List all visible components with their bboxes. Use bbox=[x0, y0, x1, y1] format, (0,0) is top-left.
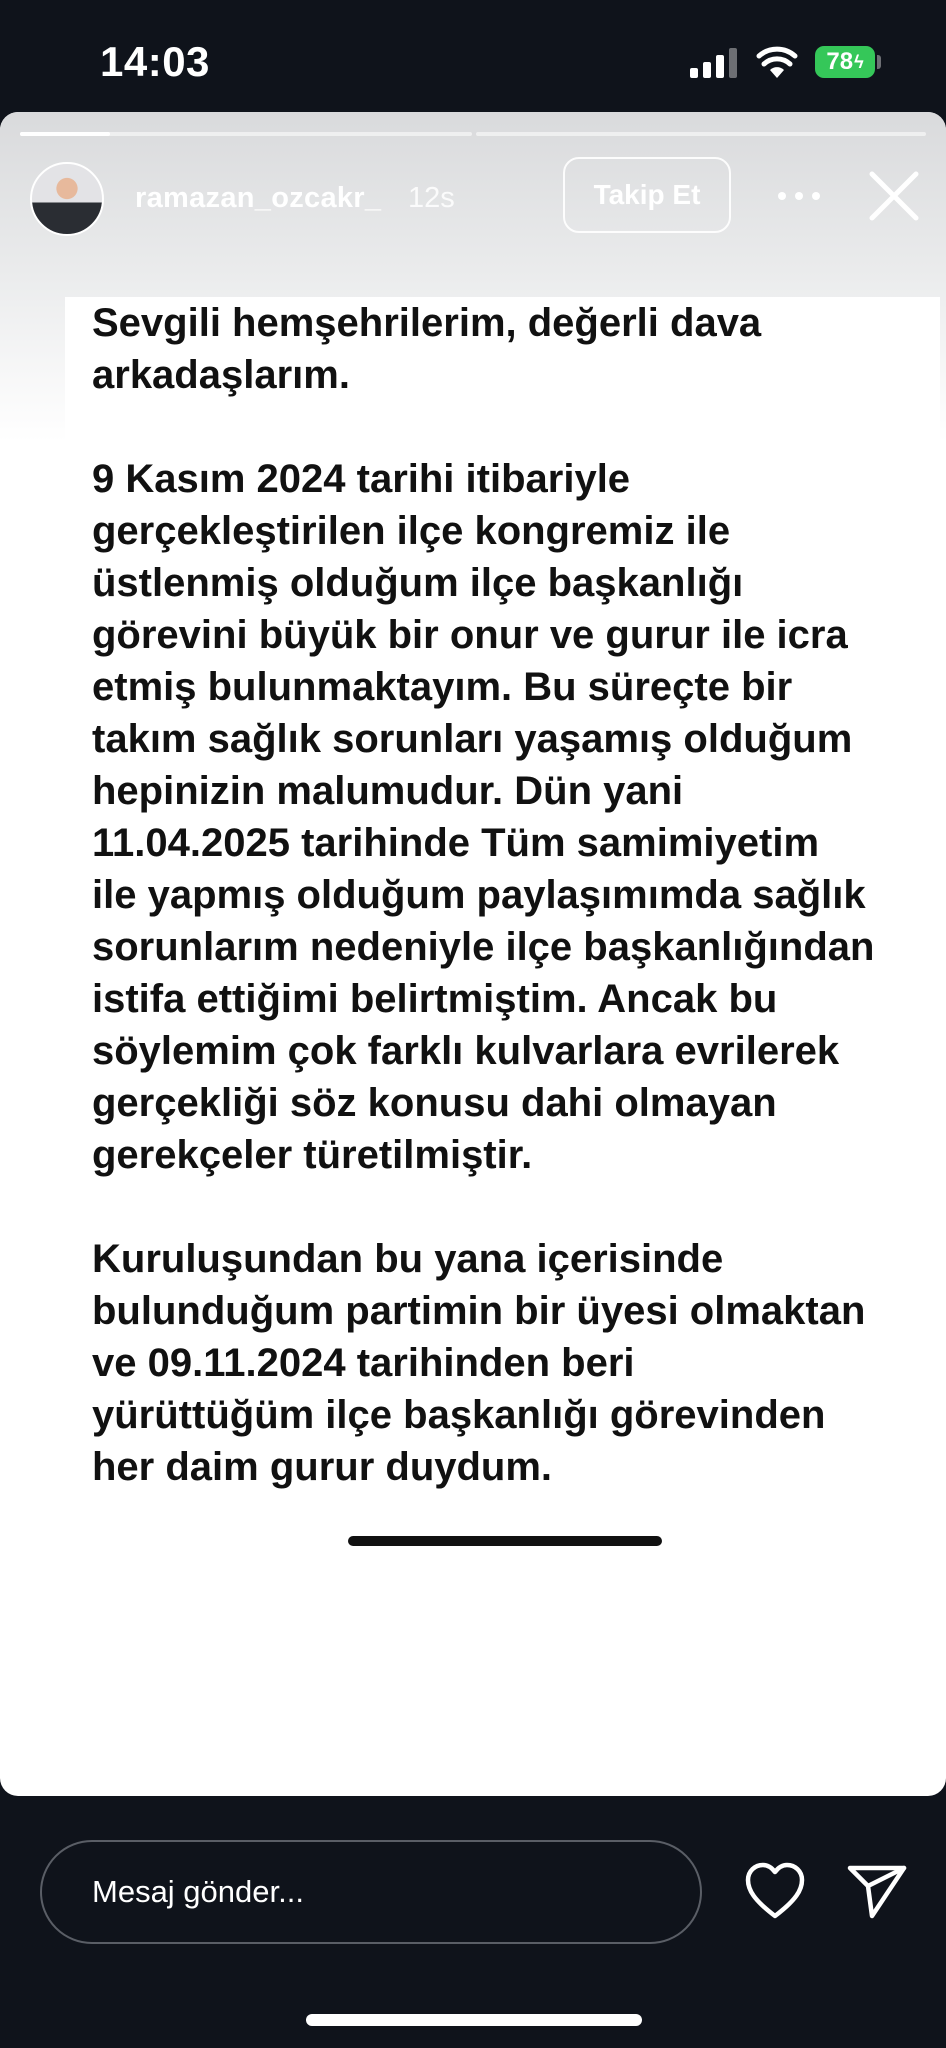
story-text-line: yürüttüğüm ilçe başkanlığı görevinden bbox=[92, 1393, 826, 1437]
close-icon[interactable] bbox=[868, 170, 920, 222]
story-text-line: hepinizin malumudur. Dün yani bbox=[92, 769, 684, 813]
more-icon[interactable] bbox=[774, 186, 824, 206]
story-text-line: Kuruluşundan bu yana içerisinde bbox=[92, 1237, 724, 1281]
send-icon[interactable] bbox=[846, 1862, 908, 1920]
battery-cap bbox=[877, 55, 881, 69]
story-paragraph bbox=[92, 453, 940, 1181]
story-text-line: bulunduğum partimin bir üyesi olmaktan bbox=[92, 1289, 866, 1333]
story-text-line: etmiş bulunmaktayım. Bu süreçte bir bbox=[92, 665, 793, 709]
signal-icon bbox=[690, 48, 738, 78]
battery-charging-icon bbox=[815, 46, 875, 78]
story-text-image bbox=[65, 297, 940, 1577]
story-text-line: üstlenmiş olduğum ilçe başkanlığı bbox=[92, 561, 744, 605]
story-text-line: Sevgili hemşehrilerim, değerli dava bbox=[92, 301, 762, 345]
story-progress-segment-1 bbox=[20, 132, 472, 136]
follow-button[interactable]: Takip Et bbox=[563, 157, 731, 233]
story-text-line: görevini büyük bir onur ve gurur ile icra bbox=[92, 613, 848, 657]
story-text-line: her daim gurur duydum. bbox=[92, 1445, 553, 1489]
story-text-line: gerçekliği söz konusu dahi olmayan bbox=[92, 1081, 777, 1125]
story-text-line: 11.04.2025 tarihinde Tüm samimiyetim bbox=[92, 821, 820, 865]
home-indicator bbox=[306, 2014, 642, 2026]
story-paragraph bbox=[92, 1233, 940, 1493]
status-time: 14:03 bbox=[100, 38, 210, 85]
story-progress-segment-2 bbox=[476, 132, 926, 136]
battery-level: 78 bbox=[826, 48, 854, 75]
story-text-line: gerekçeler türetilmiştir. bbox=[92, 1133, 533, 1177]
scroll-indicator bbox=[348, 1536, 662, 1546]
message-input[interactable]: Mesaj gönder... bbox=[40, 1840, 702, 1944]
story-progress-fill bbox=[20, 132, 110, 136]
story-text-line: takım sağlık sorunları yaşamış olduğum bbox=[92, 717, 853, 761]
story-text-line: gerçekleştirilen ilçe kongremiz ile bbox=[92, 509, 731, 553]
story-text-line: arkadaşlarım. bbox=[92, 353, 350, 397]
story-username[interactable]: ramazan_ozcakr_ bbox=[135, 182, 382, 214]
story-text-line: sorunlarım nedeniyle ilçe başkanlığından bbox=[92, 925, 875, 969]
avatar[interactable] bbox=[30, 162, 104, 236]
story-text-line: 9 Kasım 2024 tarihi itibariyle bbox=[92, 457, 631, 501]
story-text-line: istifa ettiğimi belirtmiştim. Ancak bu bbox=[92, 977, 778, 1021]
story-time-ago: 12s bbox=[408, 182, 455, 214]
heart-icon[interactable] bbox=[744, 1862, 806, 1920]
story-text-line: söylemim çok farklı kulvarlara evrilerek bbox=[92, 1029, 840, 1073]
wifi-icon bbox=[756, 44, 798, 78]
story-text-line: ve 09.11.2024 tarihinden beri bbox=[92, 1341, 635, 1385]
story-card[interactable] bbox=[0, 112, 946, 1796]
story-text-line: ile yapmış olduğum paylaşımımda sağlık bbox=[92, 873, 866, 917]
charging-bolt-icon: ϟ bbox=[854, 51, 864, 72]
story-paragraph bbox=[92, 297, 940, 401]
